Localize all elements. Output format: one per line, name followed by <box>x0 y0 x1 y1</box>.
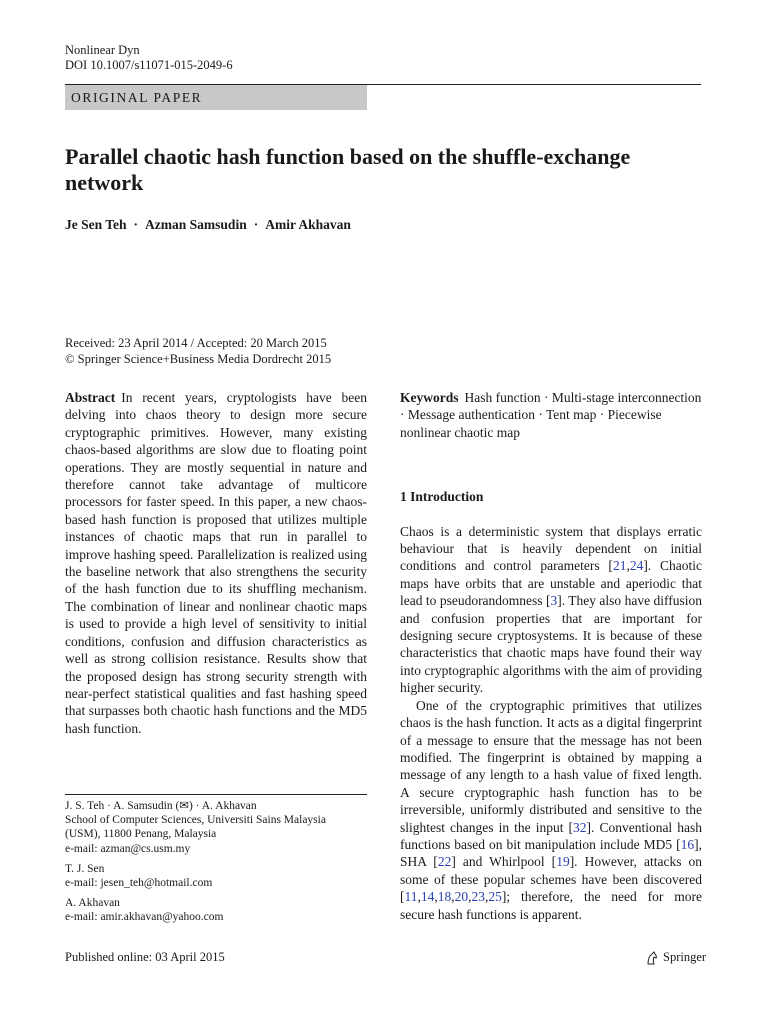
springer-horse-icon <box>645 951 659 965</box>
author-separator: · <box>253 217 259 232</box>
affiliation-names: J. S. Teh · A. Samsudin (✉) · A. Akhavan <box>65 800 257 812</box>
publisher-logo <box>645 950 706 965</box>
citation-link[interactable]: 16 <box>680 836 695 852</box>
affiliation-block <box>65 896 367 924</box>
intro-paragraph-2: One of the cryptographic primitives that utilizes chaos is the hash function. It acts as a digital fingerprint of a message to ensure that the message has not been modified. The fingerprint is obtained by mapping a message of any length to a hash value of fixed length. A secure cryptographic hash function has to be irreversible, uniformly distributed and sensitive to the slightest changes in the input [32]. Conventional hash functions based on bit manipulation include MD5 [16], SHA [22] and Whirlpool [19]. However, attacks on some of these popular schemes have been discovered [11,14,18,20,23,25]; therefore, the need for more secure hash functions is apparent. <box>400 697 702 922</box>
affiliation-names: A. Akhavan <box>65 897 120 909</box>
keywords-label: Keywords <box>400 390 459 405</box>
citation-link[interactable]: 18 <box>437 889 452 905</box>
paper-title: Parallel chaotic hash function based on the shuffle-exchange network <box>65 144 631 195</box>
affiliation-rule <box>65 794 367 795</box>
received-accepted: Received: 23 April 2014 / Accepted: 20 March 2015 <box>65 336 327 350</box>
citation-link[interactable]: 24 <box>629 558 644 574</box>
journal-name: Nonlinear Dyn <box>65 43 140 57</box>
citation-link[interactable]: 14 <box>420 889 435 905</box>
citation-link[interactable]: 23 <box>471 889 485 905</box>
citation-link[interactable]: 3 <box>550 593 558 609</box>
author-name: Amir Akhavan <box>265 217 351 232</box>
abstract-text: In recent years, cryptologists have been delving into chaos theory to design more secure cryptographic primitives. However, many existing chaos-based algorithms are slow due to floating point operations. They are mostly sequential in nature and therefore cannot take advantage of multicore processors for faster speed. In this paper, a new chaos-based hash function is proposed that utilizes multiple instances of chaotic maps that run in parallel to improve hashing speed. Parallelization is realized using the baseline network that also strengthens the security of the hash function due to its shuffling mechanism. The combination of linear and nonlinear chaotic maps is used to provide a high level of sensitivity to initial conditions, confusion and diffusion characteristics as well as strong collision resistance. Results show that the proposed design has strong security strength with near-perfect statistical qualities and fast hashing speed that surpasses both chaotic hash functions and the MD5 hash function. <box>65 390 367 736</box>
abstract-column <box>65 389 367 737</box>
citation-link[interactable]: 20 <box>454 889 469 905</box>
copyright: © Springer Science+Business Media Dordrecht 2015 <box>65 352 332 366</box>
affiliation-email[interactable]: e-mail: jesen_teh@hotmail.com <box>65 877 213 890</box>
citation-link[interactable]: 22 <box>437 854 452 870</box>
affiliation-block <box>65 799 367 856</box>
affiliation-institution: School of Computer Sciences, Universiti Sains Malaysia <box>65 814 326 827</box>
affiliation-email[interactable]: e-mail: azman@cs.usm.my <box>65 842 191 855</box>
paper-type-badge: ORIGINAL PAPER <box>65 85 367 110</box>
publication-dates <box>65 335 331 367</box>
citation-link[interactable]: 25 <box>488 889 502 905</box>
keywords <box>400 389 702 441</box>
doi: DOI 10.1007/s11071-015-2049-6 <box>65 58 233 72</box>
publisher-name: Springer <box>663 950 707 964</box>
citation-link[interactable]: 21 <box>612 558 627 574</box>
right-column <box>400 389 702 923</box>
keywords-text: Hash function · Multi-stage interconnection · Message authentication · Tent map · Piecewise nonlinear chaotic map <box>400 390 702 440</box>
author-name: Azman Samsudin <box>145 217 247 232</box>
published-online: Published online: 03 April 2015 <box>65 950 225 964</box>
intro-paragraph-1: Chaos is a deterministic system that displays erratic behaviour that is heavily dependent on initial conditions and control parameters [21,24]. Chaotic maps have orbits that are unstable and aperiodic that lead to pseudorandomness [3]. They also have diffusion and confusion properties that are important for designing secure cryptosystems. It is because of these characteristics that chaotic maps have found their way into cryptographic algorithms with the aim of providing higher security. <box>400 523 702 696</box>
abstract <box>65 389 367 737</box>
author-name: Je Sen Teh <box>65 217 127 232</box>
citation-link[interactable]: 32 <box>573 819 587 835</box>
affiliation-names: T. J. Sen <box>65 863 105 875</box>
affiliation-address: (USM), 11800 Penang, Malaysia <box>65 828 217 841</box>
author-list <box>65 217 351 233</box>
citation-link[interactable]: 11 <box>404 889 418 905</box>
abstract-label: Abstract <box>65 390 116 405</box>
section-heading-introduction: 1 Introduction <box>400 489 484 505</box>
journal-header <box>65 43 233 73</box>
citation-link[interactable]: 19 <box>556 854 570 870</box>
author-separator: · <box>133 217 139 232</box>
affiliation-email[interactable]: e-mail: amir.akhavan@yahoo.com <box>65 911 224 924</box>
affiliation-block <box>65 862 367 890</box>
